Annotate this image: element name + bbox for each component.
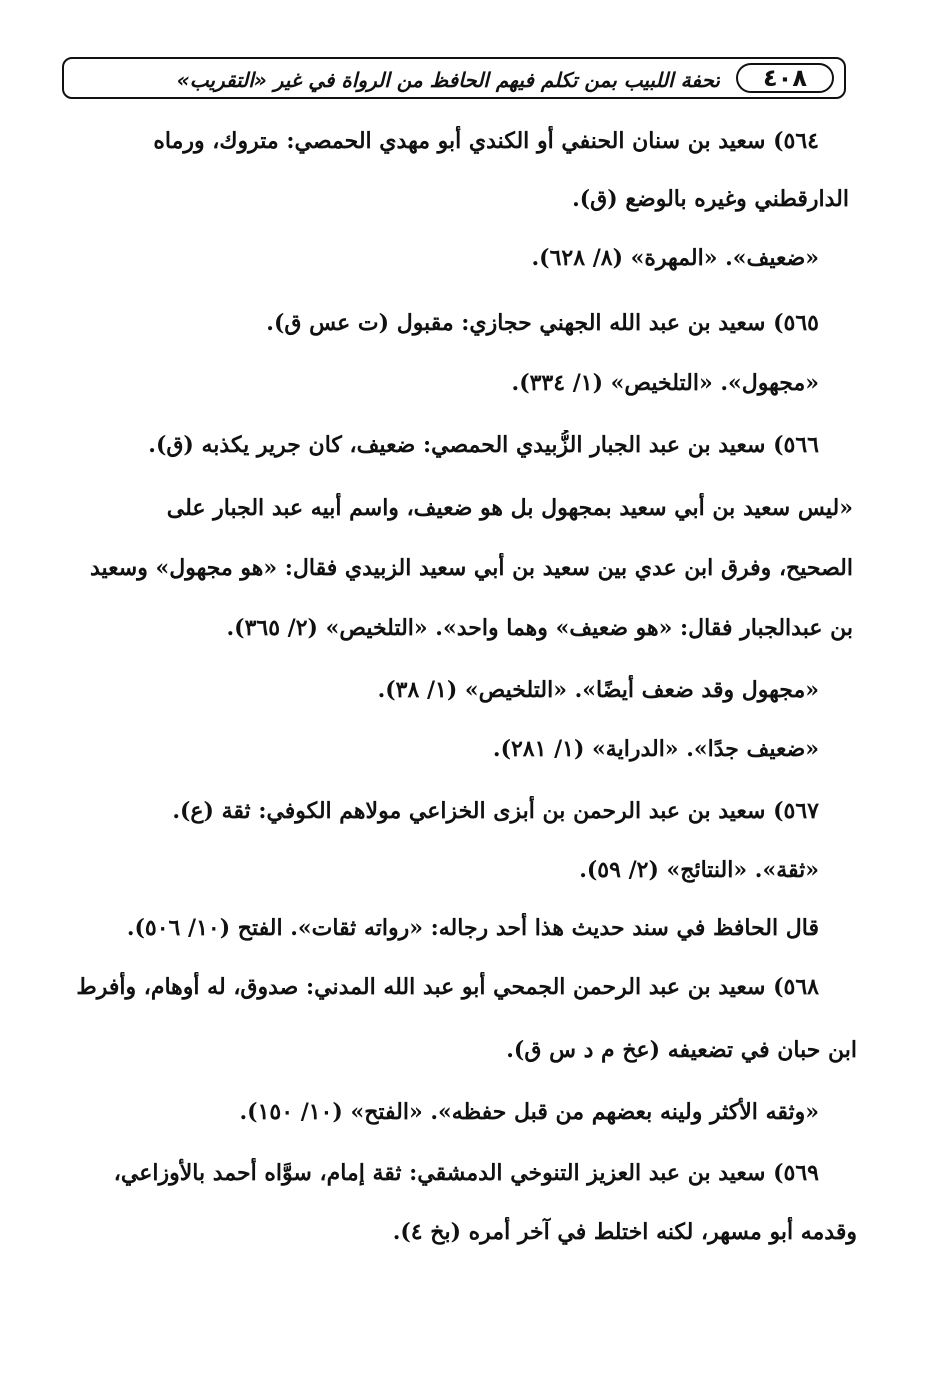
entry-564-line-2: الدارقطني وغيره بالوضع (ق). (572, 186, 849, 212)
running-title: تحفة اللبيب بمن تكلم فيهم الحافظ من الرواة في غير «التقريب» (176, 68, 720, 92)
page-number: ٤٠٨ (736, 63, 834, 93)
entry-564-note: «ضعيف». «المهرة» (٨/ ٦٢٨). (531, 245, 819, 271)
entry-567-line-1: ٥٦٧) سعيد بن عبد الرحمن بن أبزى الخزاعي مولاهم الكوفي: ثقة (ع). (172, 798, 819, 824)
entry-566-note-3: «ضعيف جدًا». «الدراية» (١/ ٢٨١). (492, 736, 819, 762)
entry-569-line-2: وقدمه أبو مسهر، لكنه اختلط في آخر أمره (بخ ٤). (392, 1219, 857, 1245)
entry-564-line-1: ٥٦٤) سعيد بن سنان الحنفي أو الكندي أبو مهدي الحمصي: متروك، ورماه (153, 128, 819, 154)
entry-567-note: «ثقة». «النتائج» (٢/ ٥٩). (579, 857, 819, 883)
entry-565-line-1: ٥٦٥) سعيد بن عبد الله الجهني حجازي: مقبول (ت عس ق). (266, 310, 819, 336)
entry-568-line-1: ٥٦٨) سعيد بن عبد الرحمن الجمحي أبو عبد الله المدني: صدوق، له أوهام، وأفرط (76, 974, 819, 1000)
entry-566-note-line-3: بن عبدالجبار فقال: «هو ضعيف» وهما واحد». «التلخيص» (٢/ ٣٦٥). (226, 615, 853, 641)
entry-568-line-2: ابن حبان في تضعيفه (عخ م د س ق). (506, 1037, 857, 1063)
entry-566-note-2: «مجهول وقد ضعف أيضًا». «التلخيص» (١/ ٣٨). (377, 677, 819, 703)
entry-568-note: «وثقه الأكثر ولينه بعضهم من قبل حفظه». «الفتح» (١٠/ ١٥٠). (239, 1099, 819, 1125)
entry-565-note: «مجهول». «التلخيص» (١/ ٣٣٤). (511, 370, 819, 396)
entry-569-line-1: ٥٦٩) سعيد بن عبد العزيز التنوخي الدمشقي: ثقة إمام، سوَّاه أحمد بالأوزاعي، (113, 1160, 819, 1186)
entry-567-note-2: قال الحافظ في سند حديث هذا أحد رجاله: «رواته ثقات». الفتح (١٠/ ٥٠٦). (126, 915, 819, 941)
entry-566-note-line-1: «ليس سعيد بن أبي سعيد بمجهول بل هو ضعيف، واسم أبيه عبد الجبار على (166, 495, 853, 521)
entry-566-line-1: ٥٦٦) سعيد بن عبد الجبار الزُّبيدي الحمصي: ضعيف، كان جرير يكذبه (ق). (148, 432, 819, 458)
entry-566-note-line-2: الصحيح، وفرق ابن عدي بين سعيد بن أبي سعيد الزبيدي فقال: «هو مجهول» وسعيد (90, 555, 853, 581)
page-header (62, 57, 846, 99)
